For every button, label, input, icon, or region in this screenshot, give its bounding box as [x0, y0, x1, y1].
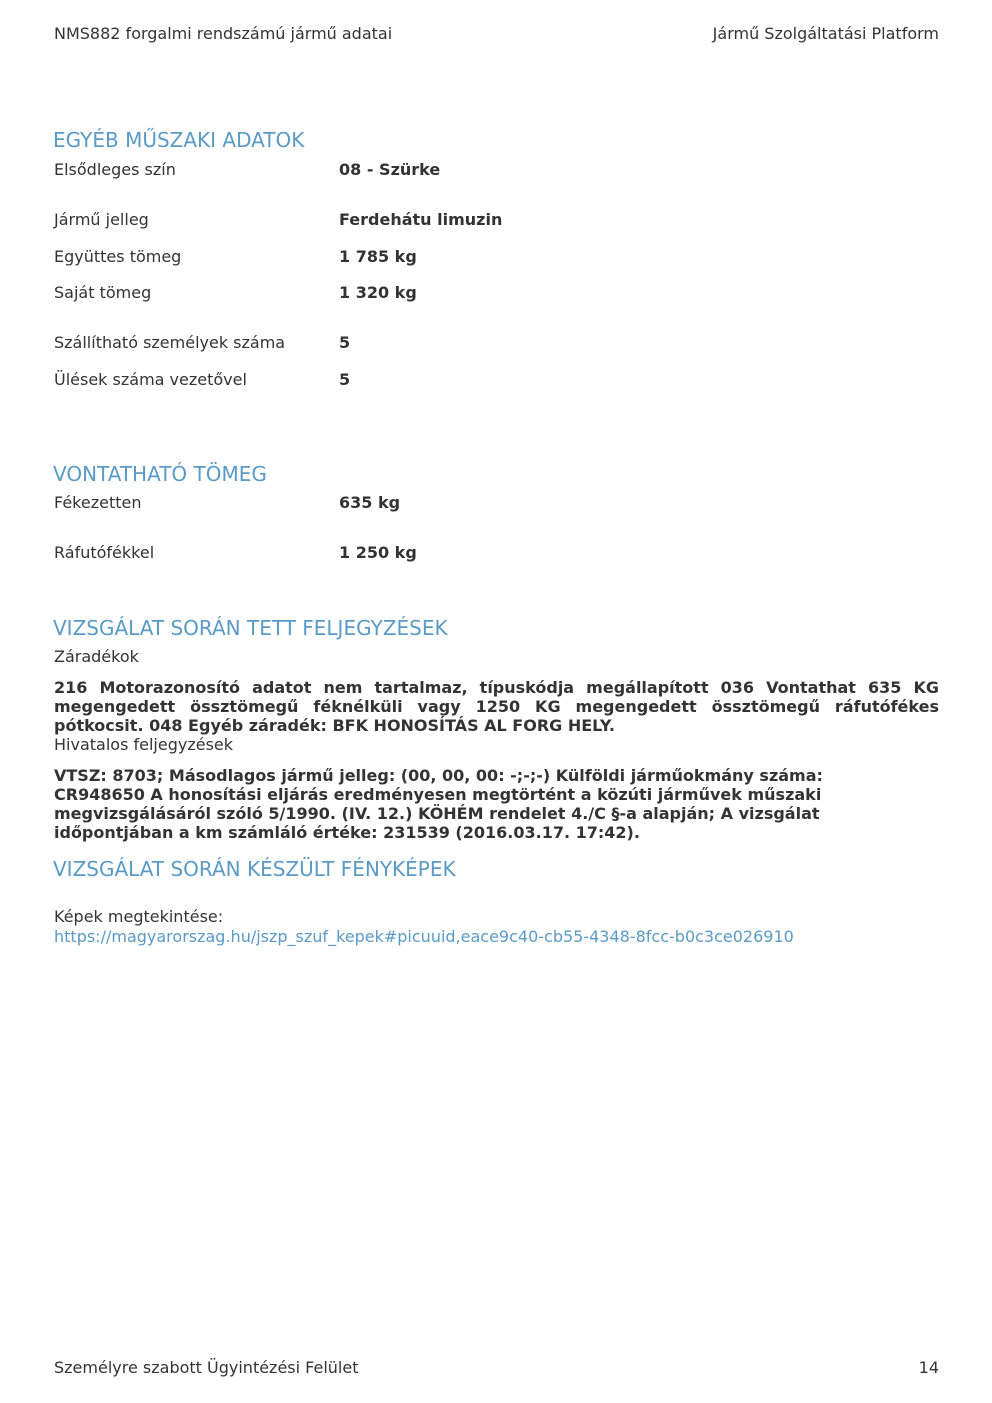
section-title-towing: VONTATHATÓ TÖMEG	[53, 462, 267, 486]
official-notes-label: Hivatalos feljegyzések	[54, 735, 234, 754]
footer-page-number: 14	[918, 1358, 939, 1377]
photos-link[interactable]: https://magyarorszag.hu/jszp_szuf_kepek#picuuid,eace9c40-cb55-4348-8fcc-b0c3ce026910	[54, 927, 794, 946]
row-value-gross-weight: 1 785 kg	[339, 247, 417, 266]
row-value-seats: 5	[339, 370, 351, 389]
row-value-own-weight: 1 320 kg	[339, 283, 417, 302]
photos-view-label: Képek megtekintése:	[54, 907, 224, 926]
row-label-passengers: Szállítható személyek száma	[54, 333, 286, 352]
row-label-own-weight: Saját tömeg	[54, 283, 152, 302]
row-label-braked: Fékezetten	[54, 493, 142, 512]
row-value-overrun-brake: 1 250 kg	[339, 543, 417, 562]
section-title-other-tech: EGYÉB MŰSZAKI ADATOK	[53, 128, 305, 152]
row-value-primary-color: 08 - Szürke	[339, 160, 441, 179]
clauses-label: Záradékok	[54, 647, 139, 666]
header-vehicle-title: NMS882 forgalmi rendszámú jármű adatai	[54, 24, 393, 43]
row-label-gross-weight: Együttes tömeg	[54, 247, 182, 266]
row-value-vehicle-type: Ferdehátu limuzin	[339, 210, 503, 229]
official-notes-text: VTSZ: 8703; Másodlagos jármű jelleg: (00, 00, 00: -;-;-) Külföldi járműokmány száma: CR948650 A honosítási eljárás eredményesen megtörtént a közúti járművek műszaki megvizsgálásáról szóló 5/1990. (IV. 12.) KÖHÉM rendelet 4./C §-a alapján; A vizsgálat időpontjában a km számláló értéke: 231539 (2016.03.17. 17:42).	[54, 766, 823, 842]
row-value-passengers: 5	[339, 333, 351, 352]
row-label-vehicle-type: Jármű jelleg	[54, 210, 149, 229]
row-label-overrun-brake: Ráfutófékkel	[54, 543, 155, 562]
section-title-photos: VIZSGÁLAT SORÁN KÉSZÜLT FÉNYKÉPEK	[53, 857, 456, 881]
header-platform-name: Jármű Szolgáltatási Platform	[712, 24, 939, 43]
row-value-braked: 635 kg	[339, 493, 401, 512]
clauses-text: 216 Motorazonosító adatot nem tartalmaz, típuskódja megállapított 036 Vontathat 635 KG megengedett össztömegű féknélküli vagy 1250 KG megengedett össztömegű ráfutófékes pótkocsit. 048 Egyéb záradék: BFK HONOSÍTÁS AL FORG HELY.	[54, 678, 939, 735]
row-label-seats: Ülések száma vezetővel	[54, 370, 247, 389]
row-label-primary-color: Elsődleges szín	[54, 160, 176, 179]
footer-interface-name: Személyre szabott Ügyintézési Felület	[54, 1358, 359, 1377]
section-title-notes: VIZSGÁLAT SORÁN TETT FELJEGYZÉSEK	[53, 616, 448, 640]
